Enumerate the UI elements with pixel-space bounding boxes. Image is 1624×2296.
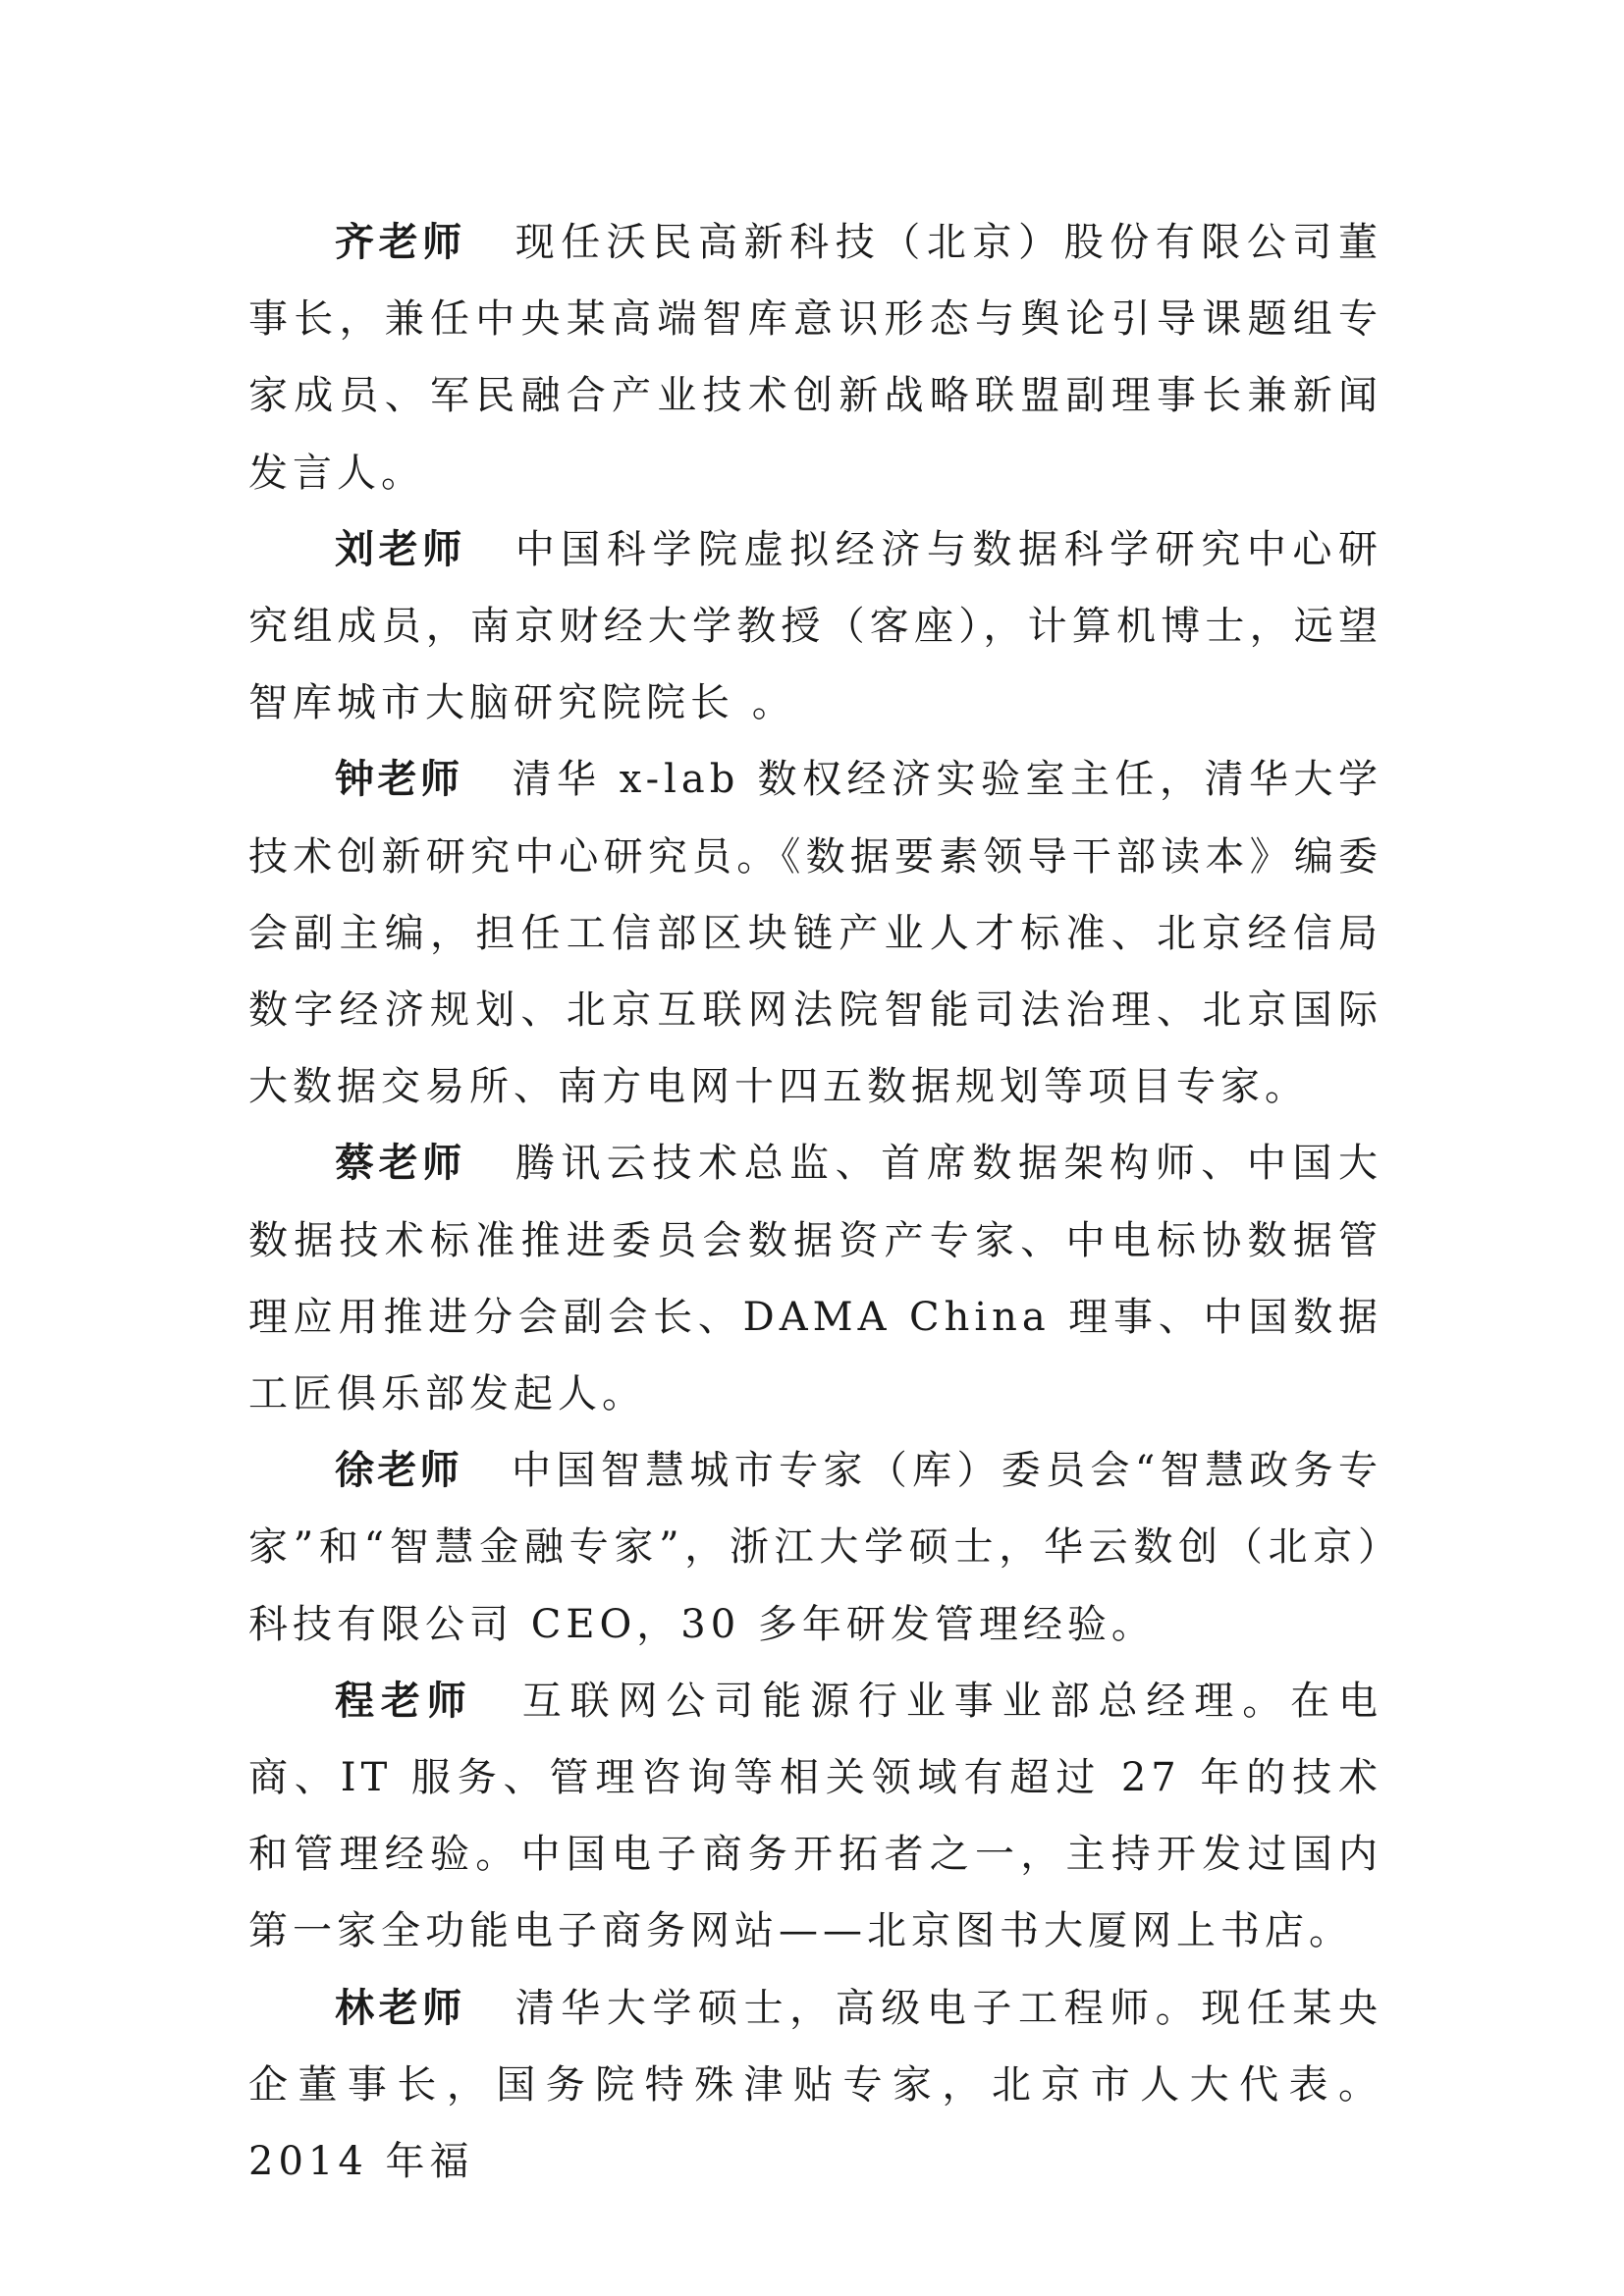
bio-text: 现任沃民高新科技（北京）股份有限公司董事长，兼任中央某高端智库意识形态与舆论引导课题组专家成员、军民融合产业技术创新战略联盟副理事长兼新闻发言人。 [248, 220, 1383, 496]
teacher-name: 蔡老师 [335, 1141, 466, 1187]
bio-entry-cheng [248, 1663, 1382, 1970]
bio-text: 清华 x-lab 数权经济实验室主任，清华大学技术创新研究中心研究员。《数据要素领导干部读本》编委会副主编，担任工信部区块链产业人才标准、北京经信局数字经济规划、北京互联网法院智能司法治理、北京国际大数据交易所、南方电网十四五数据规划等项目专家。 [248, 757, 1383, 1110]
bio-text: 腾讯云技术总监、首席数据架构师、中国大数据技术标准推进委员会数据资产专家、中电标协数据管理应用推进分会副会长、DAMA China 理事、中国数据工匠俱乐部发起人。 [248, 1141, 1383, 1417]
document-page [248, 204, 1382, 2200]
teacher-name: 徐老师 [335, 1448, 463, 1494]
bio-text: 清华大学硕士，高级电子工程师。现任某央企董事长，国务院特殊津贴专家，北京市人大代表。2014 年福 [248, 1985, 1383, 2185]
teacher-name: 林老师 [335, 1985, 466, 2031]
bio-entry-lin [248, 1970, 1382, 2201]
bio-entry-liu [248, 511, 1382, 742]
bio-entry-qi [248, 204, 1382, 511]
teacher-name: 钟老师 [335, 757, 463, 803]
bio-entry-cai [248, 1125, 1382, 1432]
bio-text: 中国科学院虚拟经济与数据科学研究中心研究组成员，南京财经大学教授（客座），计算机博士，远望智库城市大脑研究院院长 。 [248, 526, 1383, 726]
bio-text: 互联网公司能源行业事业部总经理。在电商、IT 服务、管理咨询等相关领域有超过 27 年的技术和管理经验。中国电子商务开拓者之一，主持开发过国内第一家全功能电子商务网站——北京图书大厦网上书店。 [248, 1678, 1383, 1954]
bio-entry-zhong [248, 741, 1382, 1125]
teacher-name: 程老师 [335, 1678, 473, 1724]
teacher-name: 齐老师 [335, 220, 466, 265]
bio-text: 中国智慧城市专家（库）委员会“智慧政务专家”和“智慧金融专家”，浙江大学硕士，华云数创（北京）科技有限公司 CEO，30 多年研发管理经验。 [248, 1448, 1382, 1647]
bio-entry-xu [248, 1432, 1382, 1663]
teacher-name: 刘老师 [335, 526, 466, 572]
